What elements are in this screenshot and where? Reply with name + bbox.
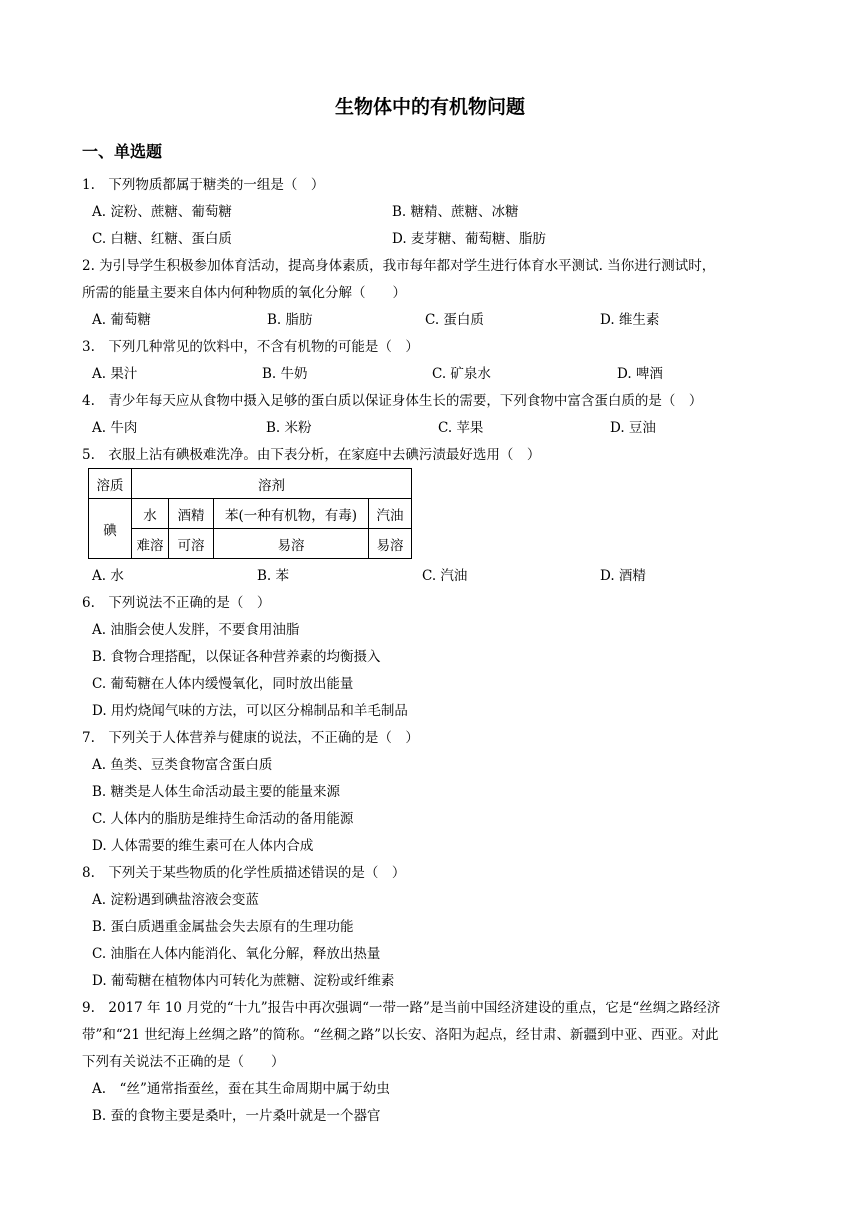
- solubility-cell: 可溶: [169, 529, 214, 559]
- question-5-option-a[interactable]: A. 水: [92, 568, 124, 584]
- question-3-option-c[interactable]: C. 矿泉水: [432, 366, 491, 382]
- question-9-stem-line3: 下列有关说法不正确的是（ ）: [82, 1054, 285, 1070]
- question-9-stem-line2: 带”和“21 世纪海上丝绸之路”的简称。“丝稠之路”以长安、洛阳为起点，经甘肃、新疆到中亚、西亚。对此: [82, 1027, 719, 1043]
- question-7-option-b[interactable]: B. 糖类是人体生命活动最主要的能量来源: [92, 784, 341, 800]
- solute-header: 溶质: [89, 469, 132, 499]
- question-4-option-b[interactable]: B. 米粉: [266, 420, 312, 436]
- question-3-option-d[interactable]: D. 啤酒: [617, 366, 663, 382]
- question-2-option-c[interactable]: C. 蛋白质: [425, 312, 484, 328]
- question-7-option-c[interactable]: C. 人体内的脂肪是维持生命活动的备用能源: [92, 811, 354, 827]
- question-4-option-a[interactable]: A. 牛肉: [92, 420, 138, 436]
- solvent-cell: 苯(一种有机物，有毒): [214, 499, 369, 529]
- question-7-stem: 7. 下列关于人体营养与健康的说法，不正确的是（ ）: [82, 730, 419, 746]
- question-5-option-d[interactable]: D. 酒精: [600, 568, 646, 584]
- question-9-option-a[interactable]: A. “丝”通常指蚕丝，蚕在其生命周期中属于幼虫: [92, 1081, 390, 1097]
- question-9-stem-line1: 9. 2017 年 10 月党的“十九”报告中再次强调“一带一路”是当前中国经济建设的重点，它是“丝绸之路经济: [82, 1000, 721, 1016]
- question-7-option-d[interactable]: D. 人体需要的维生素可在人体内合成: [92, 838, 314, 854]
- solute-cell: 碘: [89, 499, 132, 559]
- question-3-option-a[interactable]: A. 果汁: [92, 366, 138, 382]
- question-8-option-b[interactable]: B. 蛋白质遇重金属盐会失去原有的生理功能: [92, 919, 354, 935]
- question-2-option-b[interactable]: B. 脂肪: [267, 312, 313, 328]
- solubility-cell: 易溶: [214, 529, 369, 559]
- question-2-option-a[interactable]: A. 葡萄糖: [92, 312, 151, 328]
- question-3-option-b[interactable]: B. 牛奶: [262, 366, 308, 382]
- question-1-option-c[interactable]: C. 白糖、红糖、蛋白质: [92, 231, 232, 247]
- question-5-option-b[interactable]: B. 苯: [257, 568, 290, 584]
- question-6-option-a[interactable]: A. 油脂会使人发胖，不要食用油脂: [92, 622, 300, 638]
- solvent-cell: 汽油: [369, 499, 412, 529]
- question-6-option-b[interactable]: B. 食物合理搭配，以保证各种营养素的均衡摄入: [92, 649, 381, 665]
- question-8-stem: 8. 下列关于某些物质的化学性质描述错误的是（ ）: [82, 865, 406, 881]
- page-title: 生物体中的有机物问题: [334, 96, 525, 118]
- question-2-option-d[interactable]: D. 维生素: [600, 312, 660, 328]
- question-7-option-a[interactable]: A. 鱼类、豆类食物富含蛋白质: [92, 757, 273, 773]
- solvent-header: 溶剂: [132, 469, 412, 499]
- question-8-option-d[interactable]: D. 葡萄糖在植物体内可转化为蔗糖、淀粉或纤维素: [92, 973, 395, 989]
- question-9-option-b[interactable]: B. 蚕的食物主要是桑叶，一片桑叶就是一个器官: [92, 1108, 381, 1124]
- solubility-cell: 易溶: [369, 529, 412, 559]
- question-2-stem-line2: 所需的能量主要来自体内何种物质的氧化分解（ ）: [82, 285, 406, 301]
- question-2-stem-line1: 2. 为引导学生积极参加体育活动，提高身体素质，我市每年都对学生进行体育水平测试. 当你进行测试时，: [82, 258, 716, 274]
- question-4-stem: 4. 青少年每天应从食物中摄入足够的蛋白质以保证身体生长的需要，下列食物中富含蛋白质的是（ ）: [82, 393, 703, 409]
- question-1-stem: 1. 下列物质都属于糖类的一组是（ ）: [82, 177, 325, 193]
- solvent-cell: 水: [132, 499, 169, 529]
- section-heading: 一、单选题: [82, 142, 163, 161]
- question-1-option-b[interactable]: B. 糖精、蔗糖、冰糖: [392, 204, 519, 220]
- question-1-option-d[interactable]: D. 麦芽糖、葡萄糖、脂肪: [392, 231, 546, 247]
- question-6-option-d[interactable]: D. 用灼烧闻气味的方法，可以区分棉制品和羊毛制品: [92, 703, 408, 719]
- question-8-option-a[interactable]: A. 淀粉遇到碘盐溶液会变蓝: [92, 892, 259, 908]
- solubility-table: [88, 468, 412, 559]
- question-8-option-c[interactable]: C. 油脂在人体内能消化、氧化分解，释放出热量: [92, 946, 381, 962]
- question-3-stem: 3. 下列几种常见的饮料中，不含有机物的可能是（ ）: [82, 339, 419, 355]
- solubility-cell: 难溶: [132, 529, 169, 559]
- question-6-stem: 6. 下列说法不正确的是（ ）: [82, 595, 271, 611]
- question-5-option-c[interactable]: C. 汽油: [422, 568, 468, 584]
- question-6-option-c[interactable]: C. 葡萄糖在人体内缓慢氧化，同时放出能量: [92, 676, 354, 692]
- question-5-stem: 5. 衣服上沾有碘极难洗净。由下表分析，在家庭中去碘污渍最好选用（ ）: [82, 447, 541, 463]
- solvent-cell: 酒精: [169, 499, 214, 529]
- question-4-option-c[interactable]: C. 苹果: [438, 420, 484, 436]
- question-4-option-d[interactable]: D. 豆油: [610, 420, 656, 436]
- question-1-option-a[interactable]: A. 淀粉、蔗糖、葡萄糖: [92, 204, 232, 220]
